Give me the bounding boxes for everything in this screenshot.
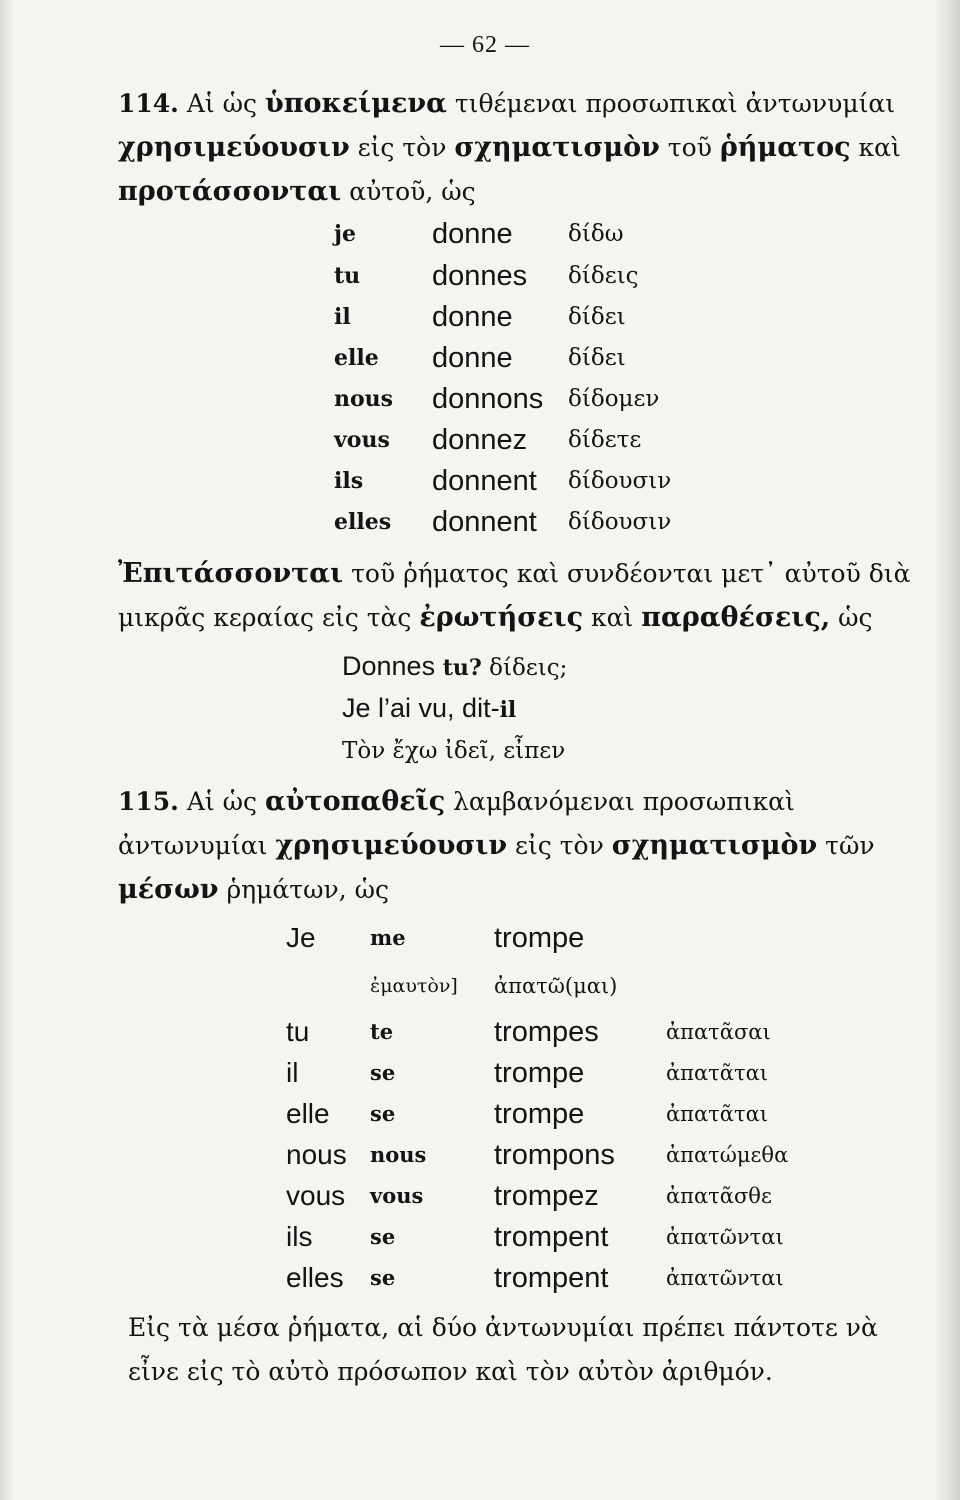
followup-text-1: τοῦ ῥήματος καὶ συνδέονται μετ᾽ αὐτοῦ διὰ μικρᾶς κεραίας εἰς τὰς [118, 559, 911, 632]
greek-translation: δίδει [568, 345, 626, 371]
section-115-number: 115. [118, 787, 179, 816]
pronoun: nous [334, 386, 394, 412]
section-114-term-precede: προτάσσονται [118, 176, 342, 207]
greek-verb-note: ἀπατῶ(μαι) [494, 974, 618, 998]
reflexive-pronoun: se [370, 1101, 396, 1126]
verb-form: donnent [432, 506, 537, 538]
pronoun: il [286, 1057, 299, 1088]
verb-form: donne [432, 342, 513, 374]
pronoun: je [334, 221, 356, 247]
section-114-term-serve: χρησιμεύουσιν [118, 132, 350, 163]
verb-form: trompons [494, 1139, 615, 1171]
reflexive-pronoun: se [370, 1060, 396, 1085]
example-apposition-greek-text: Τὸν ἔχω ἰδεῖ, εἶπεν [342, 738, 566, 764]
greek-translation: ἀπατώμεθα [666, 1143, 789, 1167]
page-number: — 62 — [440, 32, 530, 58]
section-114-term-verb: ῥήματος [719, 132, 851, 163]
greek-translation: ἀπατῶνται [666, 1266, 784, 1290]
followup-term-placed-after: Ἐπιτάσσονται [118, 558, 344, 589]
pronoun: Je [286, 922, 316, 953]
section-114-text-3: εἰς τὸν [349, 133, 455, 162]
verb-form: donnes [432, 260, 528, 292]
verb-form: trompe [494, 1098, 585, 1130]
pronoun: ils [334, 468, 364, 494]
reflexive-pronoun: nous [370, 1142, 427, 1167]
section-114-text-1: Αἱ ὡς [178, 89, 265, 118]
section-115-text-2: λαμβανόμεναι προσωπικαὶ ἀντωνυμίαι [118, 787, 795, 860]
pronoun: elles [286, 1262, 344, 1293]
greek-translation: δίδουσιν [568, 509, 672, 535]
section-115-text-5: ῥημάτων, ὡς [218, 875, 389, 904]
section-115-text-3: εἰς τὸν [507, 831, 612, 860]
section-115-term-reflexive: αὐτοπαθεῖς [264, 786, 446, 817]
greek-translation: δίδετε [568, 427, 642, 453]
section-114-text-4: τοῦ [659, 133, 720, 162]
section-115-intro [118, 780, 938, 912]
followup-text-2: καὶ [583, 603, 642, 632]
pronoun: elles [334, 509, 392, 535]
section-115-text-1: Αἱ ὡς [178, 787, 265, 816]
followup-term-appositions: παραθέσεις, [641, 602, 831, 633]
reflexive-pronoun: se [370, 1265, 396, 1290]
verb-form: trompent [494, 1221, 609, 1253]
greek-translation: ἀπατῶνται [666, 1225, 784, 1249]
greek-translation: δίδομεν [568, 386, 660, 412]
verb-form: donnez [432, 424, 528, 456]
greek-translation: δίδουσιν [568, 468, 672, 494]
reflexive-pronoun: vous [370, 1183, 424, 1208]
example-apposition-greek [342, 730, 565, 771]
section-114-intro [118, 82, 938, 214]
greek-translation: δίδω [568, 221, 624, 247]
verb-form: trompe [494, 1057, 585, 1089]
section-114-text-6: αὐτοῦ, ὡς [341, 177, 476, 206]
page-right-edge [934, 0, 960, 1500]
example-question-pronoun: tu? [435, 655, 482, 681]
closing-paragraph: Εἰς τὰ μέσα ῥήματα, αἱ δύο ἀντωνυμίαι πρέπει πάντοτε νὰ εἶνε εἰς τὸ αὐτὸ πρόσωπον καὶ τὸν αὐτὸν ἀριθμόν. [128, 1313, 878, 1386]
section-114-term-formation: σχηματισμὸν [454, 132, 660, 163]
reflexive-pronoun: se [370, 1224, 396, 1249]
example-question [342, 646, 567, 688]
example-apposition-french: Je l’ai vu, dit- [342, 693, 500, 723]
greek-translation: δίδεις [568, 263, 639, 289]
verb-form: donne [432, 218, 513, 250]
example-apposition [342, 688, 516, 730]
pronoun: elle [286, 1098, 330, 1129]
reflexive-pronoun: me [370, 925, 406, 950]
pronoun: vous [334, 427, 390, 453]
reflexive-pronoun: te [370, 1019, 394, 1044]
verb-form: trompent [494, 1262, 609, 1294]
verb-form: trompe [494, 922, 585, 954]
verb-form: donnent [432, 465, 537, 497]
greek-translation: ἀπατᾶσαι [666, 1020, 771, 1044]
pronoun: elle [334, 345, 379, 371]
page-left-edge [0, 0, 14, 1500]
greek-translation: ἀπατᾶται [666, 1102, 768, 1126]
verb-form: trompez [494, 1180, 599, 1212]
pronoun: nous [286, 1139, 347, 1170]
example-question-greek: δίδεις; [481, 655, 568, 681]
verb-form: donnons [432, 383, 544, 415]
followup-text-3: ὡς [830, 603, 873, 632]
greek-translation: ἀπατᾶται [666, 1061, 768, 1085]
pronoun: tu [334, 263, 361, 289]
section-114-followup [118, 552, 938, 640]
section-115-term-serve: χρησιμεύουσιν [275, 830, 508, 861]
section-114-text-2: τιθέμεναι προσωπικαὶ ἀντωνυμίαι [446, 89, 896, 118]
greek-translation: δίδει [568, 304, 626, 330]
followup-term-questions: ἐρωτήσεις [419, 602, 584, 633]
greek-reflexive-note: ἐμαυτὸν] [370, 975, 458, 997]
verb-form: donne [432, 301, 513, 333]
section-114-term-subjects: ὑποκείμενα [264, 88, 447, 119]
section-114-text-5: καὶ [850, 133, 901, 162]
section-115-term-formation: σχηματισμὸν [611, 830, 818, 861]
pronoun: il [334, 304, 351, 330]
greek-translation: ἀπατᾶσθε [666, 1184, 772, 1208]
pronoun: ils [286, 1221, 313, 1252]
verb-form: trompes [494, 1016, 599, 1048]
example-apposition-pronoun: il [499, 697, 517, 723]
section-115-text-4: τῶν [817, 831, 875, 860]
pronoun: tu [286, 1016, 310, 1047]
example-question-french: Donnes [342, 651, 436, 681]
pronoun: vous [286, 1180, 346, 1211]
section-114-number: 114. [118, 89, 179, 118]
section-115-term-middle: μέσων [118, 874, 219, 905]
